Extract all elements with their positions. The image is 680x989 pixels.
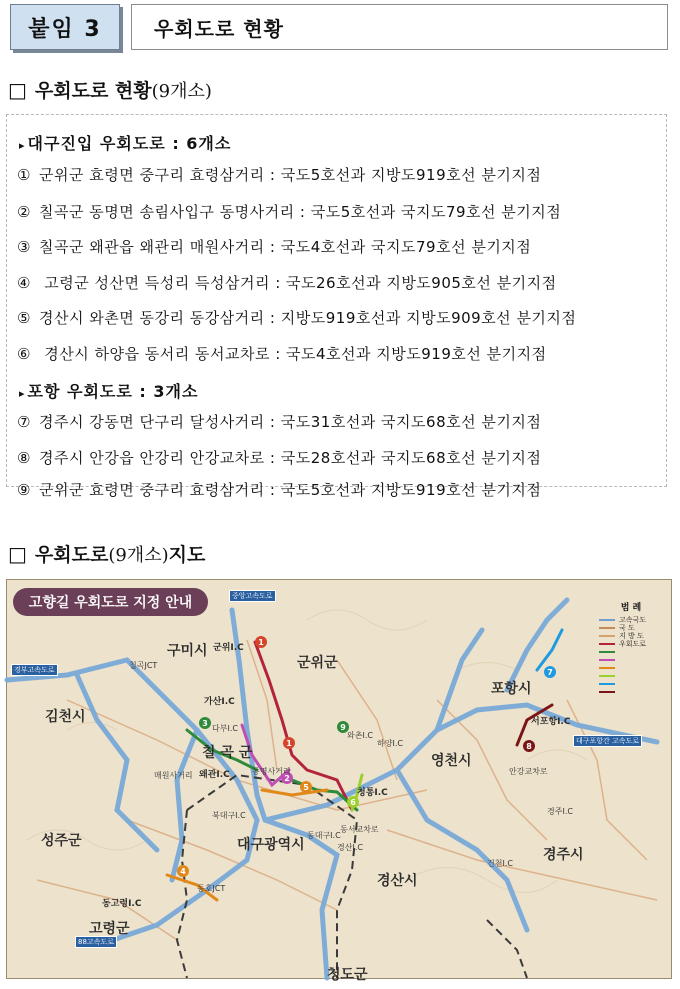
item-text: 경주시 안강읍 안강리 안강교차로 : 국도28호선과 국지도68호선 분기지점 xyxy=(39,449,542,467)
legend-swatch xyxy=(599,643,615,645)
list-item xyxy=(17,411,541,432)
item-number: ⑤ xyxy=(17,309,31,327)
item-number: ⑨ xyxy=(17,481,31,499)
ic-label: 경산I.C xyxy=(337,843,363,852)
route-number: 8 xyxy=(526,742,532,751)
item-number: ⑦ xyxy=(17,413,31,431)
ic-label: 하양I.C xyxy=(377,739,403,748)
triangle-bullet-icon: ▸ xyxy=(19,387,26,400)
section-title: 우회도로 현황 xyxy=(34,80,152,102)
item-text: 경주시 강동면 단구리 달성사거리 : 국도31호선과 국지도68호선 분기지점 xyxy=(39,413,542,431)
place-label: 김천시 xyxy=(45,709,86,725)
route-number: 1 xyxy=(286,739,292,748)
ic-label: 경주I.C xyxy=(547,807,573,816)
highway-label: 경부고속도로 xyxy=(11,664,58,676)
item-text: 경산시 하양읍 동서리 동서교차로 : 국도4호선과 지방도919호선 분기지점 xyxy=(39,345,547,363)
list-item xyxy=(17,447,541,468)
item-text: 군위군 효령면 중구리 효령삼거리 : 국도5호선과 지방도919호선 분기지점 xyxy=(39,166,542,184)
ic-label: 청통I.C xyxy=(357,788,388,798)
legend-swatch xyxy=(599,667,615,669)
legend-label: 고속국도 xyxy=(619,616,647,624)
legend-swatch xyxy=(599,627,615,629)
highway-label: 88고속도로 xyxy=(75,936,117,948)
item-number: ① xyxy=(17,166,31,184)
item-number: ③ xyxy=(17,238,31,256)
place-label: 포항시 xyxy=(491,681,532,697)
bypass-route-map xyxy=(6,579,672,983)
ic-label: 칠곡JCT xyxy=(129,661,158,670)
ic-label: 왜관I.C xyxy=(199,770,230,780)
ic-label: 군위I.C xyxy=(213,643,244,653)
ic-label: 가산I.C xyxy=(204,697,235,707)
place-label: 영천시 xyxy=(431,753,472,769)
legend-title: 범 례 xyxy=(620,603,642,613)
place-label: 구미시 xyxy=(167,643,208,659)
bypass-list xyxy=(6,114,667,499)
ic-label: 서포항I.C xyxy=(531,717,571,727)
group-header-pohang xyxy=(19,379,198,402)
item-text: 고령군 성산면 득성리 득성삼거리 : 국도26호선과 지방도905호선 분기지점 xyxy=(39,274,557,292)
list-item xyxy=(17,272,557,293)
section-count: (9개소) xyxy=(108,545,169,566)
legend-label: 우회도로 xyxy=(619,640,647,648)
ic-label: 건천I.C xyxy=(487,859,513,868)
route-number: 9 xyxy=(340,723,346,732)
local-roads xyxy=(37,640,657,940)
checkbox-glyph: □ xyxy=(8,78,27,102)
item-text: 군위군 효령면 중구리 효령삼거리 : 국도5호선과 지방도919호선 분기지점 xyxy=(39,481,542,499)
checkbox-glyph: □ xyxy=(8,542,27,566)
legend-label: 국 도 xyxy=(619,624,635,632)
ic-label: 동호JCT xyxy=(197,884,226,893)
group-label: 포항 우회도로 : 3개소 xyxy=(27,382,199,401)
legend-label: 지 방 도 xyxy=(619,632,644,640)
map-legend xyxy=(599,600,663,708)
place-label: 청도군 xyxy=(327,967,368,983)
route-number: 5 xyxy=(303,783,309,792)
list-item xyxy=(17,236,531,257)
place-label: 군위군 xyxy=(297,655,338,671)
item-text: 칠곡군 왜관읍 왜관리 매원사거리 : 국도4호선과 국지도79호선 분기지점 xyxy=(39,238,532,256)
place-label: 경산시 xyxy=(377,873,418,889)
item-text: 경산시 와촌면 동강리 동강삼거리 : 지방도919호선과 지방도909호선 분기지점 xyxy=(39,309,577,327)
item-text: 칠곡군 동명면 송림사입구 동명사거리 : 국도5호선과 국지도79호선 분기지점 xyxy=(39,203,562,221)
legend-row xyxy=(599,680,663,688)
legend-row xyxy=(599,640,663,648)
section-title: 우회도로 xyxy=(34,544,109,566)
item-number: ② xyxy=(17,203,31,221)
route-number: 7 xyxy=(547,668,553,677)
legend-row xyxy=(599,648,663,656)
ic-label: 다부I.C xyxy=(212,724,238,733)
ic-label: 동서교차로 xyxy=(340,825,379,834)
item-number: ⑥ xyxy=(17,345,31,363)
list-item xyxy=(17,343,547,364)
place-label: 성주군 xyxy=(41,833,82,849)
legend-row xyxy=(599,688,663,696)
ic-label: 동명사거리 xyxy=(252,767,291,776)
legend-swatch xyxy=(599,651,615,653)
section-heading-status xyxy=(8,76,212,103)
group-label: 대구진입 우회도로 : 6개소 xyxy=(27,134,232,153)
item-number: ④ xyxy=(17,274,31,292)
list-item xyxy=(17,201,561,222)
legend-swatch xyxy=(599,619,615,621)
place-label: 대구광역시 xyxy=(237,837,305,853)
highway-label: 대구포항간 고속도로 xyxy=(573,735,642,747)
page-title: 우회도로 현황 xyxy=(131,4,668,50)
legend-swatch xyxy=(599,659,615,661)
attachment-tag: 붙임 3 xyxy=(10,4,120,50)
section-heading-map xyxy=(8,540,205,567)
list-item xyxy=(17,479,541,500)
ic-label: 동대구I.C xyxy=(307,831,341,840)
map-title: 고향길 우회도로 지정 안내 xyxy=(13,588,208,616)
route-number: 2 xyxy=(284,774,290,783)
legend-row xyxy=(599,672,663,680)
ic-label: 안강교차로 xyxy=(509,767,548,776)
place-label: 고령군 xyxy=(89,921,130,937)
ic-label: 북대구I.C xyxy=(212,811,246,820)
list-item xyxy=(17,307,576,328)
triangle-bullet-icon: ▸ xyxy=(19,139,26,152)
ic-label: 와촌I.C xyxy=(347,731,373,740)
place-label: 경주시 xyxy=(543,847,584,863)
ic-label: 동고령I.C xyxy=(102,899,142,909)
ic-label: 매원사거리 xyxy=(154,771,193,780)
place-label: 칠 곡 군 xyxy=(202,745,253,761)
legend-swatch xyxy=(599,683,615,685)
legend-row xyxy=(599,656,663,664)
legend-swatch xyxy=(599,635,615,637)
legend-row xyxy=(599,664,663,672)
legend-swatch xyxy=(599,675,615,677)
route-number: 3 xyxy=(202,719,208,728)
route-number: 1 xyxy=(258,638,264,647)
route-number: 6 xyxy=(350,798,356,807)
highway-label: 중앙고속도로 xyxy=(229,590,276,602)
route-number: 4 xyxy=(180,867,186,876)
section-suffix: 지도 xyxy=(168,544,206,566)
item-number: ⑧ xyxy=(17,449,31,467)
section-count: (9개소) xyxy=(151,81,212,102)
legend-swatch xyxy=(599,691,615,693)
group-header-daegu xyxy=(19,131,231,154)
list-item xyxy=(17,164,541,185)
